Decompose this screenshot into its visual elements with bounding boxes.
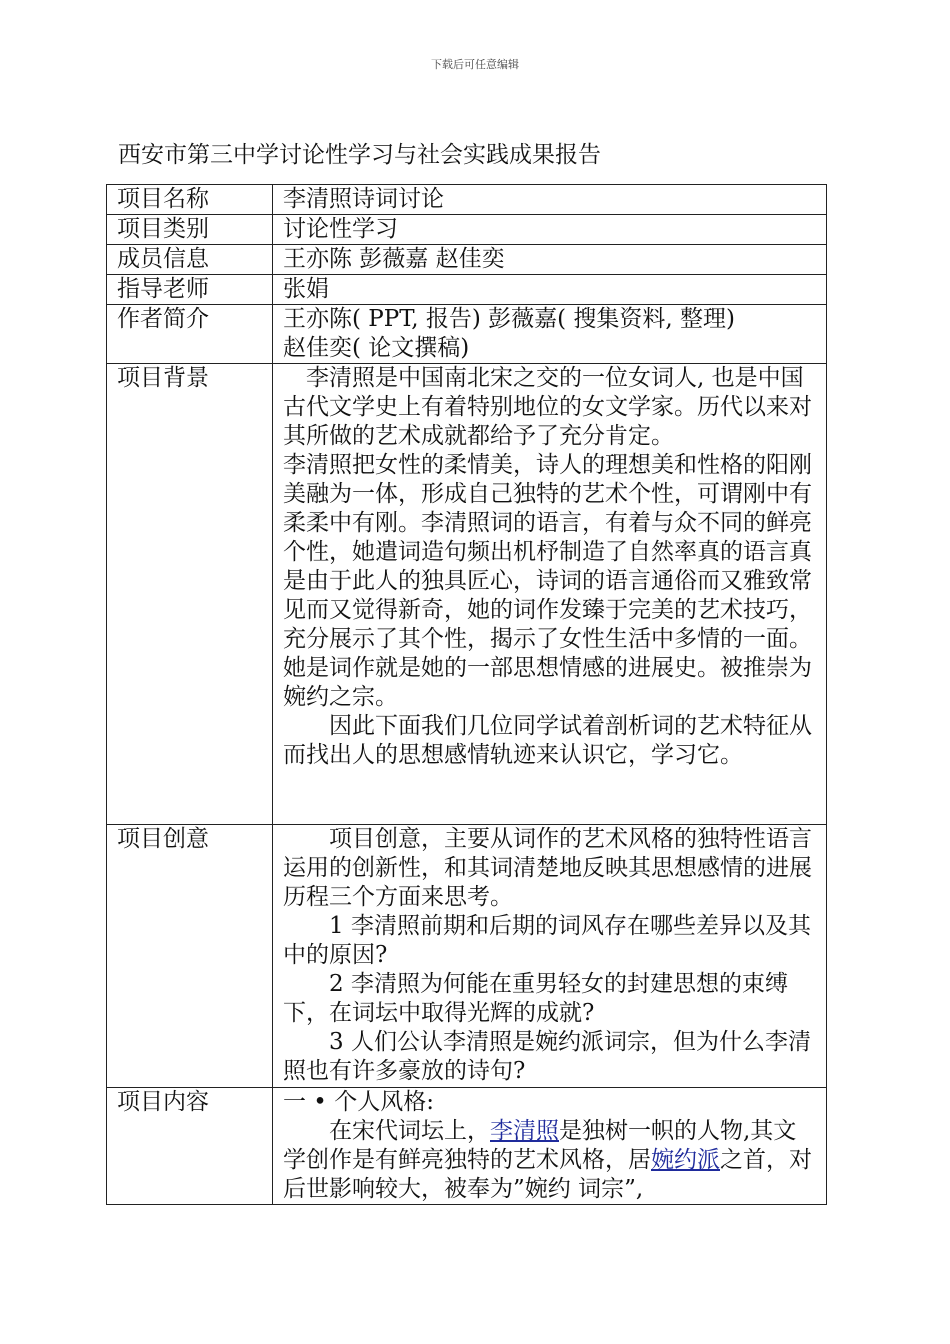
authors-line-1: 王亦陈( PPT, 报告) 彭薇嘉( 搜集资料, 整理) bbox=[283, 306, 735, 332]
value-project-name: 李清照诗词讨论 bbox=[273, 185, 827, 215]
row-project-category bbox=[107, 215, 827, 245]
row-authors bbox=[107, 305, 827, 364]
document-title: 西安市第三中学讨论性学习与社会实践成果报告 bbox=[118, 142, 601, 168]
content-text-2: 是独树一帜的人物,其文学创作是有鲜亮独特的艺术风格，居 bbox=[283, 1118, 797, 1173]
label-project-name: 项目名称 bbox=[107, 185, 273, 215]
value-idea bbox=[273, 825, 827, 1088]
label-content: 项目内容 bbox=[107, 1088, 273, 1205]
row-members bbox=[107, 245, 827, 275]
idea-question-1: 1 李清照前期和后期的词风存在哪些差异以及其中的原因? bbox=[283, 913, 811, 968]
content-heading: 一 • 个人风格: bbox=[283, 1089, 434, 1115]
link-li-qingzhao[interactable]: 李清照 bbox=[490, 1118, 559, 1144]
row-content bbox=[107, 1088, 827, 1205]
authors-line-2: 赵佳奕( 论文撰稿) bbox=[283, 335, 470, 361]
idea-paragraph: 项目创意，主要从词作的艺术风格的独特性语言运用的创新性，和其词清楚地反映其思想感情的进展历程三个方面来思考。 bbox=[283, 826, 812, 910]
value-content bbox=[273, 1088, 827, 1205]
label-members: 成员信息 bbox=[107, 245, 273, 275]
label-project-category: 项目类别 bbox=[107, 215, 273, 245]
row-project-name bbox=[107, 185, 827, 215]
idea-question-2: 2 李清照为何能在重男轻女的封建思想的束缚下，在词坛中取得光辉的成就? bbox=[283, 971, 788, 1026]
background-paragraph-2: 李清照把女性的柔情美，诗人的理想美和性格的阳刚美融为一体，形成自己独特的艺术个性，可谓刚中有柔柔中有刚。李清照词的语言，有着与众不同的鲜亮个性，她遣词造句频出机杼制造了自然率真的语言真是由于此人的独具匠心，诗词的语言通俗而又雅致常见而又觉得新奇，她的词作发臻于完美的艺术技巧，充分展示了其个性，揭示了女性生活中多情的一面。她是词作就是她的一部思想情感的进展史。被推崇为婉约之宗。 bbox=[283, 452, 812, 710]
background-paragraph-1: 李清照是中国南北宋之交的一位女词人, 也是中国古代文学史上有着特别地位的女文学家。历代以来对其所做的艺术成就都给予了充分肯定。 bbox=[283, 365, 812, 449]
label-idea: 项目创意 bbox=[107, 825, 273, 1088]
value-members: 王亦陈 彭薇嘉 赵佳奕 bbox=[273, 245, 827, 275]
link-wanyue-school[interactable]: 婉约派 bbox=[651, 1147, 720, 1173]
label-background: 项目背景 bbox=[107, 364, 273, 825]
background-paragraph-3: 因此下面我们几位同学试着剖析词的艺术特征从而找出人的思想感情轨迹来认识它，学习它。 bbox=[283, 713, 812, 768]
label-authors: 作者简介 bbox=[107, 305, 273, 364]
value-background bbox=[273, 364, 827, 825]
value-project-category: 讨论性学习 bbox=[273, 215, 827, 245]
value-advisor: 张娟 bbox=[273, 275, 827, 305]
row-advisor bbox=[107, 275, 827, 305]
header-watermark: 下载后可任意编辑 bbox=[431, 58, 519, 71]
content-text-1: 在宋代词坛上， bbox=[329, 1118, 490, 1144]
row-idea bbox=[107, 825, 827, 1088]
value-authors bbox=[273, 305, 827, 364]
content-paragraph bbox=[283, 1117, 818, 1204]
label-advisor: 指导老师 bbox=[107, 275, 273, 305]
idea-question-3: 3 人们公认李清照是婉约派词宗，但为什么李清照也有许多豪放的诗句? bbox=[283, 1029, 811, 1084]
report-table bbox=[106, 184, 827, 1205]
content-text-3: 之首，对后世影响较大，被奉为”婉约 词宗”, bbox=[283, 1147, 812, 1202]
row-background bbox=[107, 364, 827, 825]
